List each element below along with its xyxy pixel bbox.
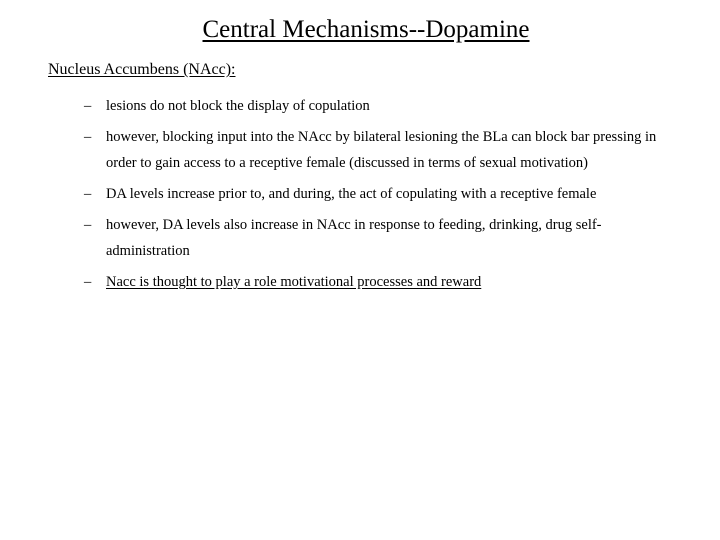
bullet-text: lesions do not block the display of copulation (106, 98, 370, 114)
bullet-item (84, 93, 674, 119)
slide-title: Central Mechanisms--Dopamine (202, 16, 530, 43)
bullet-text: however, blocking input into the NAcc by bilateral lesioning the BLa can block bar pressing in order to gain access to a receptive female (discussed in terms of sexual motivation) (106, 129, 657, 171)
bullet-item (84, 181, 674, 207)
bullet-item (84, 124, 674, 176)
dash-marker: – (84, 217, 92, 233)
bullet-text: however, DA levels also increase in NAcc in response to feeding, drinking, drug self-administration (106, 217, 602, 259)
dash-marker: – (84, 129, 92, 145)
section-heading: Nucleus Accumbens (NAcc): (48, 61, 236, 78)
dash-marker: – (84, 274, 92, 290)
dash-marker: – (84, 98, 92, 114)
bullet-item (84, 269, 674, 295)
bullet-text: Nacc is thought to play a role motivational processes and reward (106, 274, 482, 290)
dash-marker: – (84, 186, 92, 202)
bullet-text: DA levels increase prior to, and during, the act of copulating with a receptive female (106, 186, 597, 202)
bullet-list (84, 93, 674, 300)
bullet-item (84, 212, 674, 264)
